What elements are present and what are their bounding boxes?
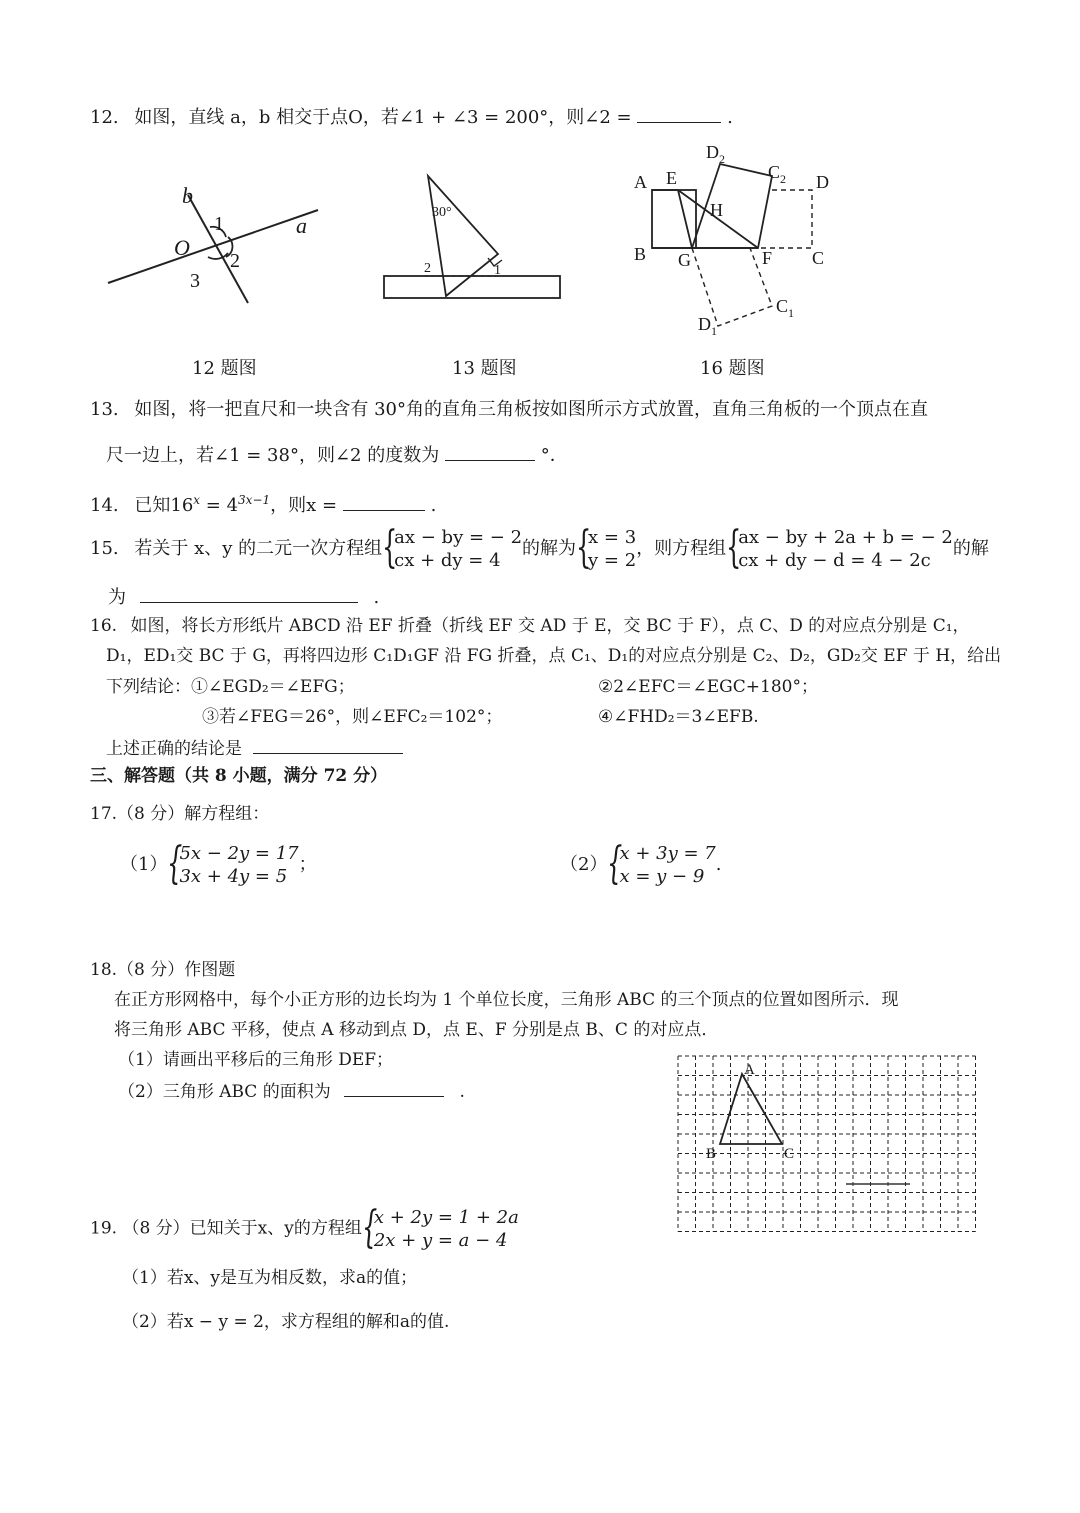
q15-solution: { x = 3 y = 2 [576, 522, 637, 573]
ruler [384, 276, 560, 298]
grid-label-C: C [784, 1146, 795, 1162]
q15-sol-row2: y = 2 [588, 550, 637, 571]
grid-figure [676, 1054, 976, 1232]
q16-text5: 上述正确的结论是 [106, 739, 242, 759]
label-D: D [816, 172, 829, 192]
quad-D2C2 [692, 164, 772, 248]
q18-sub2 [118, 1078, 465, 1104]
q16-line1 [90, 614, 970, 638]
q17-p1-row2: 3x + 4y = 5 [179, 866, 288, 887]
q15-answer-blank[interactable] [140, 584, 358, 603]
label-A: A [634, 172, 647, 192]
q12-number: 12. [90, 107, 119, 128]
label-30: 30° [432, 205, 452, 220]
angle-arc-3 [208, 253, 228, 259]
q18-title: 18.（8 分）作图题 [90, 960, 236, 980]
line-a [108, 210, 318, 283]
q15-line2 [108, 584, 379, 610]
q14-post: ，则x = [270, 495, 338, 516]
q15-mid: 的解为 [522, 538, 577, 559]
dashed-ED [758, 190, 812, 248]
q13-line2 [106, 442, 568, 468]
q15-sys2-row2: cx + dy − d = 4 − 2c [738, 550, 931, 571]
q16-line3a: 下列结论：①∠EGD₂＝∠EFG； [106, 677, 355, 697]
q16-text1: 如图，将长方形纸片 ABCD 沿 EF 折叠（折线 EF 交 AD 于 E，交 BC 于 F），点 C、D 的对应点分别是 C₁， [130, 616, 970, 636]
q15-line2-text: 为 [108, 587, 126, 608]
q16-line5 [106, 735, 403, 761]
label-a: a [296, 213, 307, 238]
q15-post: 的解 [952, 538, 989, 559]
q13-text1: 如图，将一把直尺和一块含有 30°角的直角三角板按如图所示方式放置，直角三角板的一个顶点在直 [134, 399, 928, 420]
q19-sub1: （1）若x、y是互为相反数，求a的值； [122, 1268, 418, 1288]
q12-text: 如图，直线 a，b 相交于点O，若∠1 + ∠3 = 200°，则∠2 = [134, 107, 632, 128]
q13-text2: 尺一边上，若∠1 = 38°，则∠2 的度数为 [106, 445, 440, 466]
label-B: B [634, 244, 647, 264]
q15-sol-row1: x = 3 [588, 527, 637, 548]
q16-line2 [106, 644, 1001, 668]
grid-label-B: B [706, 1146, 717, 1162]
q18-sub2-text: （2）三角形 ABC 的面积为 [118, 1082, 331, 1102]
q15-sys1-row2: cx + dy = 4 [394, 550, 501, 571]
q17-p2-label: （2） [560, 854, 608, 875]
q17-p1-row1: 5x − 2y = 17 [179, 843, 299, 864]
q12-answer-blank[interactable] [637, 104, 721, 123]
q19-row1: x + 2y = 1 + 2a [373, 1207, 519, 1228]
caption-13: 13 题图 [452, 358, 517, 379]
q18-answer-blank[interactable] [344, 1078, 444, 1097]
label-13-1: 1 [494, 263, 501, 278]
q14-end: . [430, 495, 437, 516]
q14-mid: = 4 [200, 495, 239, 516]
q14-exp1: x [193, 493, 201, 507]
q16-text2: D₁，ED₁交 BC 于 G，再将四边形 C₁D₁GF 沿 FG 折叠，点 C₁、D₁的对应点分别是 C₂、D₂，GD₂交 EF 于 H，给出 [106, 646, 1002, 666]
label-3: 3 [190, 270, 200, 292]
q16-line4b: ④∠FHD₂＝3∠EFB. [598, 707, 759, 727]
q19-system: { x + 2y = 1 + 2a 2x + y = a − 4 [361, 1202, 519, 1253]
grid-label-A: A [744, 1062, 755, 1078]
q16-number: 16. [90, 616, 118, 636]
q15-mid2: ，则方程组 [636, 538, 727, 559]
label-E: E [666, 168, 677, 188]
label-D2: $D_2$ [706, 142, 725, 166]
label-C1: $C_1$ [776, 296, 795, 320]
label-O: O [174, 235, 190, 260]
q16-line3b: ②2∠EFC＝∠EGC+180°； [598, 677, 818, 697]
label-13-2: 2 [424, 261, 431, 276]
q18-line1: 在正方形网格中，每个小正方形的边长均为 1 个单位长度，三角形 ABC 的三个顶点的位置如图所示．现 [114, 990, 899, 1010]
caption-12: 12 题图 [192, 358, 257, 379]
q14-pre: 已知16 [134, 495, 194, 516]
set-square [428, 176, 498, 296]
q17-p1-end: ； [298, 854, 317, 875]
q13-end: °． [540, 445, 568, 466]
q15-sys1-row1: ax − by = − 2 [394, 527, 523, 548]
label-G: G [678, 250, 691, 270]
q18-sub1: （1）请画出平移后的三角形 DEF； [118, 1050, 394, 1070]
caption-16: 16 题图 [700, 358, 765, 379]
q17-p1-system: { 5x − 2y = 17 3x + 4y = 5 [167, 838, 299, 889]
q15-end: . [373, 587, 380, 608]
q12-end: . [727, 107, 733, 128]
q18-line2: 将三角形 ABC 平移，使点 A 移动到点 D，点 E、F 分别是点 B、C 的对应点． [114, 1020, 719, 1040]
label-D1: $D_1$ [698, 314, 717, 338]
section-3-heading: 三、解答题（共 8 小题，满分 72 分） [90, 766, 388, 786]
label-1: 1 [214, 213, 224, 235]
q16-answer-blank[interactable] [253, 735, 403, 754]
label-F: F [762, 248, 773, 268]
label-H: H [710, 200, 723, 220]
label-b: b [182, 183, 193, 208]
q17-title: 17.（8 分）解方程组： [90, 804, 270, 824]
q16-line4a: ③若∠FEG＝26°，则∠EFC₂＝102°； [202, 707, 503, 727]
q14-exp2: 3x−1 [238, 493, 271, 507]
q19-row2: 2x + y = a − 4 [373, 1230, 508, 1251]
q15-line1 [90, 522, 989, 573]
q15-pre: 若关于 x、y 的二元一次方程组 [134, 538, 383, 559]
q19-line [90, 1202, 519, 1253]
q15-system1: { ax − by = − 2 cx + dy = 4 [382, 522, 523, 573]
q19-title: 19. （8 分）已知关于x、y的方程组 [90, 1218, 362, 1239]
figure-13 [380, 172, 570, 302]
q17-part2 [560, 838, 722, 889]
q17-p1-label: （1） [120, 854, 168, 875]
q13-answer-blank[interactable] [445, 442, 535, 461]
q18-sub2-end: . [459, 1082, 465, 1102]
label-C: C [812, 248, 825, 268]
q14-answer-blank[interactable] [343, 492, 425, 511]
label-C2: $C_2$ [768, 162, 787, 186]
q12-line [90, 104, 733, 130]
figure-12 [100, 175, 340, 315]
label-2: 2 [230, 250, 240, 272]
q17-p2-row2: x = y − 9 [619, 866, 705, 887]
q13-line1 [90, 398, 928, 422]
q13-number: 13. [90, 399, 119, 420]
q15-system2: { ax − by + 2a + b = − 2 cx + dy − d = 4 − 2c [726, 522, 953, 573]
q14-line [90, 488, 436, 518]
q17-p2-system: { x + 3y = 7 x = y − 9 [607, 838, 716, 889]
q17-p2-end: . [715, 854, 722, 875]
q19-sub2: （2）若x − y = 2，求方程组的解和a的值. [122, 1312, 450, 1332]
q15-sys2-row1: ax − by + 2a + b = − 2 [738, 527, 953, 548]
q14-number: 14. [90, 495, 119, 516]
q15-number: 15. [90, 538, 119, 559]
q17-part1 [120, 838, 317, 889]
figure-16 [630, 140, 850, 340]
q17-p2-row1: x + 3y = 7 [619, 843, 716, 864]
